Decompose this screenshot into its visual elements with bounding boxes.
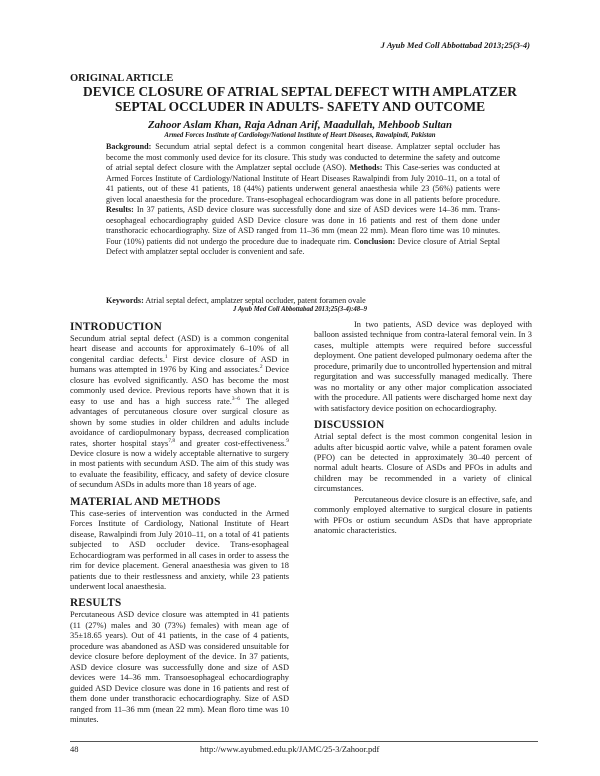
page-number: 48 — [70, 744, 79, 754]
ref-4: 7,8 — [168, 437, 176, 444]
conclusion-label: Conclusion: — [351, 236, 396, 246]
discussion-body: Atrial septal defect is the most common congenital lesion in adults after bicuspid aortic valve, while a patent foramen ovale (PFO) can be detected in approximately 30–40 percent of normal adult hearts. Closure of ASDs and PFOs in adults and children may be recommended in a variety of clinical circumstances. — [314, 432, 532, 494]
methods-body: This case-series of intervention was conducted in the Armed Forces Institute of Cardiology, National Institute of Heart disease, Rawalpindi from July 2010–11, on a total of 41 patients subjected to ASD occluder device. Trans-esophageal Echocardiogram was performed in all cases in order to assess the rim for device placement. General anaesthesia was given to 18 patients due to their restlessness and anxiety, while 23 patients underwent local anaesthesia. — [70, 508, 289, 591]
authors: Zahoor Aslam Khan, Raja Adnan Arif, Maadullah, Mehboob Sultan — [148, 119, 452, 131]
introduction-heading: INTRODUCTION — [70, 321, 162, 333]
affiliation: Armed Forces Institute of Cardiology/National Institute of Heart Diseases, Rawalpindi, Pakistan — [164, 132, 436, 139]
citation: J Ayub Med Coll Abbottabad 2013;25(3-4):48–9 — [233, 306, 367, 313]
abstract — [106, 142, 500, 258]
results-body-continued: In two patients, ASD device was deployed with balloon assisted technique from contra-lateral femoral vein. In 3 cases, multiple attempts were required before successful deployment. One patient developed pulmonary oedema after the procedure, primarily due to uncontrolled hypertension and mitral regurgitation and was successfully managed medically. There was no mortality or any other major complication associated with the procedure. All patients were discharged home next day with satisfactory device position on echocardiography. — [314, 320, 532, 413]
article-title-line-1: DEVICE CLOSURE OF ATRIAL SEPTAL DEFECT WITH AMPLATZER — [83, 84, 517, 99]
left-column — [70, 320, 289, 725]
article-title-line-2: SEPTAL OCCLUDER IN ADULTS- SAFETY AND OUTCOME — [114, 99, 486, 114]
keywords-text: Atrial septal defect, amplatzer septal occluder, patent foramen ovale — [143, 296, 366, 305]
conclusion-text: Device closure of Atrial Septal Defect with amplatzer septal occluder is convenient and safe. — [106, 236, 501, 257]
background-text: Secundum atrial septal defect is a common congenital heart disease. Amplatzer septal occluder has become the most commonly used device for its closure. This study was conducted to determine the safety and outcome of atrial septal defect closure with the Amplatzer septal occlude (ASO). — [106, 142, 500, 173]
article-type: ORIGINAL ARTICLE — [70, 73, 174, 84]
ref-1: 1 — [164, 354, 168, 361]
ref-3: 3–6 — [231, 395, 241, 402]
methods-label: Methods: — [346, 163, 383, 173]
methods-text: This Case-series was conducted at Armed Forces Institute of Cardiology/National Institute of Heart Diseases Rawalpindi from July 2010–11, on a total of 41 patients, out of these 41 patients, 18 (44%) patients underwent general anaesthesia while 23 (56%) patients were given local anaesthesia for the procedure. Trans-esophageal echocardiogram was done in all patients before procedure. — [106, 163, 500, 204]
right-column — [314, 320, 532, 537]
results-text: In 37 patients, ASD device closure was successfully done and size of ASD devices were 14–36 mm. Trans-oesophageal echocardiography guided ASD Device closure was done in 16 patients and rest of them done under transthoracic echocardiography. Size of ASD ranged from 11–36 mm (mean 22 mm). Mean floro time was 10 minutes. Four (10%) patients did not undergo the procedure due to inadequate rim. — [106, 205, 500, 246]
methods-heading: MATERIAL AND METHODS — [70, 495, 221, 508]
footer-url[interactable]: http://www.ayubmed.edu.pk/JAMC/25-3/Zahoor.pdf — [200, 744, 380, 754]
footer-divider — [70, 741, 538, 742]
journal-reference: J Ayub Med Coll Abbottabad 2013;25(3-4) — [380, 40, 530, 50]
keywords-label: Keywords: — [106, 296, 144, 305]
results-body: Percutaneous ASD device closure was attempted in 41 patients (11 (27%) males and 30 (73%) females) with mean age of 35±18.65 years). Out of 41 patients, in the case of 4 patients, procedure was abandoned as ASD was considered unsuitable for device closure before deployment of the device. In 37 patients, ASD device closure was successfully done and size of ASD devices were 14–36 mm. Transoesophageal echocardiography guided ASD Device closure was done in 16 patients and rest of them done under transthoracic echocardiography. Size of ASD ranged from 11–36 mm (mean 22 mm). Mean floro time was 10 minutes. — [70, 610, 289, 724]
ref-5: 9 — [286, 437, 289, 444]
results-heading: RESULTS — [70, 597, 122, 610]
ref-2: 2 — [259, 364, 263, 371]
keywords — [106, 296, 506, 305]
discussion-body-2: Percutaneous device closure is an effective, safe, and commonly employed alternative to surgical closure in patients with PFOs or ostium secundum ASDs that have appropriate anatomic characteristics. — [314, 494, 532, 536]
results-label: Results: — [106, 205, 134, 215]
introduction-text: Secundum atrial septal defect (ASD) is a common congenital heart disease and accounts for approximately 6–10% of all congenital cardiac defects.$^1$ First device closure of ASD in humans was attempted in 1976 by King and associates.$^2$ Device closure has evolved significantly. ASO has become the most commonly used device. Previous reports have shown that it is easy to use and has a high success rate.$^{3-6}$ The alleged advantages of percutaneous closure over surgical closure as shown by some studies in older children and adults include avoidance of cardiopulmonary bypass, decreased complication rates, shorter hospital stays$^{7,8}$ and greater cost-effectiveness.$^9$ Device closure is now a widely acceptable alternative to surgery in most patients with secundum ASD. The aim of this study was to evaluate the feasibility, efficacy, and safety of device closure of secundum ASDs in adults more than 18 years of age. — [70, 334, 289, 490]
background-label: Background: — [106, 142, 152, 151]
discussion-heading: DISCUSSION — [314, 419, 385, 432]
